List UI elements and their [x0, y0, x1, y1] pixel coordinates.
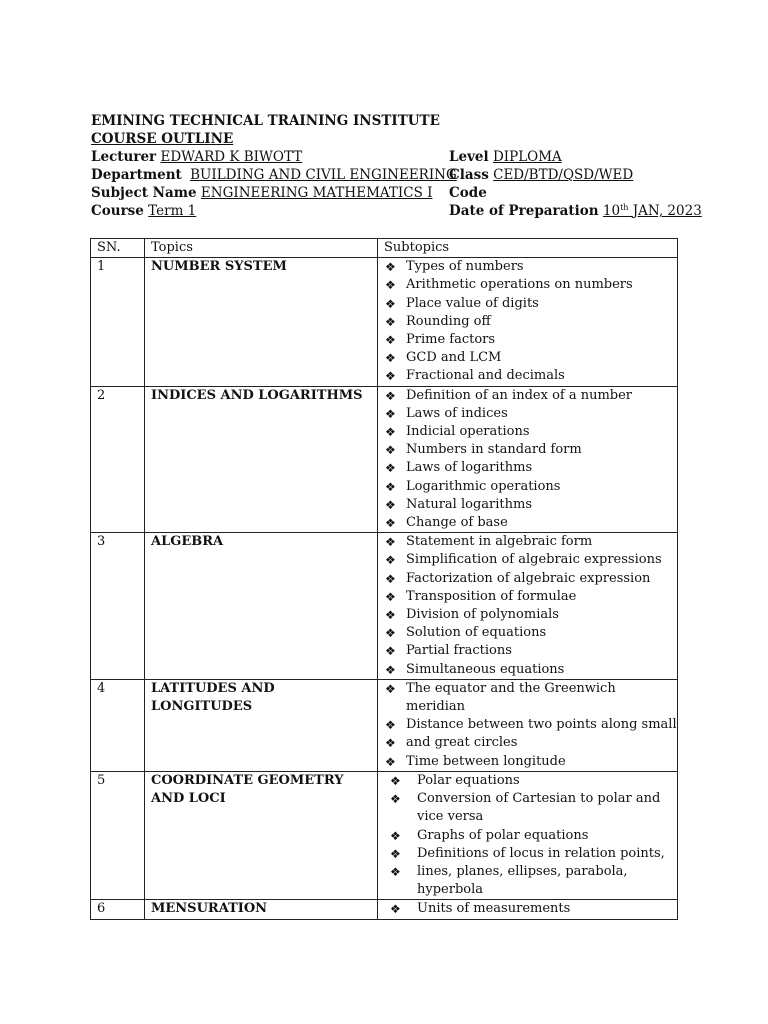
row-sn: 6 [91, 900, 145, 919]
subtopic-list [384, 258, 677, 385]
list-item [384, 496, 677, 514]
subtopic-text: and great circles [406, 735, 518, 751]
subtopic-text: lines, planes, ellipses, parabola, hyperbola [417, 863, 628, 898]
diamond-bullet-icon: ❖ [385, 388, 396, 403]
list-item [384, 680, 677, 716]
subtopic-text: Transposition of formulae [406, 588, 577, 604]
lecturer-value: EDWARD K BIWOTT [160, 149, 303, 165]
subtopic-text: Solution of equations [406, 625, 547, 641]
table-row [91, 258, 678, 386]
diamond-bullet-icon: ❖ [385, 736, 396, 751]
list-item [384, 423, 677, 441]
date-suffix: th [620, 203, 629, 212]
diamond-bullet-icon: ❖ [385, 461, 396, 476]
row-topic: COORDINATE GEOMETRY AND LOCI [145, 771, 378, 899]
list-item [384, 772, 677, 790]
subtopic-list [384, 680, 677, 771]
list-item [384, 827, 677, 845]
list-item [384, 845, 677, 863]
subtopic-text: Distance between two points along small [406, 717, 677, 733]
list-item [384, 478, 677, 496]
list-item [384, 533, 677, 551]
subtopic-text: Units of measurements [417, 901, 571, 917]
subtopic-text: Simultaneous equations [406, 661, 565, 677]
course-line [91, 202, 196, 220]
row-subtopics [378, 258, 678, 386]
subtopic-text: Definitions of locus in relation points, [417, 845, 665, 861]
level-line [449, 148, 562, 166]
course-outline-table [90, 238, 678, 920]
subtopic-text: Place value of digits [406, 295, 539, 311]
subject-line [91, 184, 432, 202]
table-row [91, 679, 678, 771]
subtopic-text: Fractional and decimals [406, 368, 565, 384]
course-label: Course [91, 203, 144, 219]
subtopic-text: Factorization of algebraic expression [406, 570, 651, 586]
row-topic: INDICES AND LOGARITHMS [145, 386, 378, 533]
list-item [384, 387, 677, 405]
diamond-bullet-icon: ❖ [385, 608, 396, 623]
subtopic-text: Division of polynomials [406, 607, 559, 623]
table-row [91, 386, 678, 533]
subtopic-text: Prime factors [406, 332, 496, 348]
list-item [384, 606, 677, 624]
list-item [384, 367, 677, 385]
list-item [384, 716, 677, 734]
date-label: Date of Preparation [449, 203, 599, 219]
subtopic-text: Types of numbers [406, 259, 524, 275]
subtopic-text: Laws of indices [406, 405, 508, 421]
table-row [91, 533, 678, 680]
subject-label: Subject Name [91, 185, 197, 201]
row-subtopics [378, 900, 678, 919]
level-label: Level [449, 149, 489, 165]
date-rest: JAN, 2023 [632, 203, 702, 219]
department-line [91, 166, 457, 184]
subtopic-text: Laws of logarithms [406, 460, 533, 476]
date-day: 10 [602, 203, 621, 219]
subtopic-text: Arithmetic operations on numbers [406, 277, 633, 293]
list-item [384, 734, 677, 752]
class-label: Class [449, 167, 489, 183]
row-subtopics [378, 771, 678, 899]
diamond-bullet-icon: ❖ [385, 369, 396, 384]
class-value: CED/BTD/QSD/WED [493, 167, 634, 183]
diamond-bullet-icon: ❖ [385, 662, 396, 677]
subtopic-list [384, 533, 677, 679]
list-item [384, 313, 677, 331]
list-item [384, 900, 677, 918]
diamond-bullet-icon: ❖ [385, 479, 396, 494]
diamond-bullet-icon: ❖ [390, 828, 401, 843]
list-item [384, 642, 677, 660]
date-value [603, 203, 702, 219]
table-body [91, 258, 678, 919]
class-line [449, 166, 633, 184]
subtopic-text: GCD and LCM [406, 350, 502, 366]
department-label: Department [91, 167, 182, 183]
list-item [384, 349, 677, 367]
subtopic-text: Conversion of Cartesian to polar and vice versa [417, 791, 661, 825]
list-item [384, 661, 677, 679]
header-topics: Topics [145, 239, 378, 258]
diamond-bullet-icon: ❖ [385, 425, 396, 440]
diamond-bullet-icon: ❖ [385, 589, 396, 604]
row-sn: 1 [91, 258, 145, 386]
level-value: DIPLOMA [492, 149, 562, 165]
subtopic-text: Indicial operations [406, 424, 530, 440]
row-topic: LATITUDES AND LONGITUDES [145, 679, 378, 771]
row-topic: ALGEBRA [145, 533, 378, 680]
doc-title: COURSE OUTLINE [91, 131, 234, 147]
subtopic-text: Numbers in standard form [406, 442, 582, 458]
diamond-bullet-icon: ❖ [385, 314, 396, 329]
subtopic-list [384, 772, 677, 899]
list-item [384, 441, 677, 459]
date-line [449, 202, 702, 220]
subtopic-text: The equator and the Greenwich meridian [406, 680, 616, 715]
row-sn: 4 [91, 679, 145, 771]
list-item [384, 588, 677, 606]
list-item [384, 790, 677, 826]
list-item [384, 258, 677, 276]
diamond-bullet-icon: ❖ [385, 333, 396, 348]
diamond-bullet-icon: ❖ [385, 406, 396, 421]
subtopic-text: Graphs of polar equations [417, 827, 589, 843]
row-sn: 3 [91, 533, 145, 680]
table-row [91, 900, 678, 919]
subtopic-text: Polar equations [417, 772, 520, 788]
list-item [384, 570, 677, 588]
subtopic-text: Rounding off [406, 313, 491, 329]
row-topic: NUMBER SYSTEM [145, 258, 378, 386]
diamond-bullet-icon: ❖ [385, 351, 396, 366]
diamond-bullet-icon: ❖ [385, 754, 396, 769]
diamond-bullet-icon: ❖ [385, 535, 396, 550]
diamond-bullet-icon: ❖ [385, 718, 396, 733]
subtopic-list [384, 900, 677, 918]
subtopic-text: Partial fractions [406, 643, 512, 659]
list-item [384, 863, 677, 899]
diamond-bullet-icon: ❖ [390, 902, 401, 917]
diamond-bullet-icon: ❖ [390, 773, 401, 788]
department-value: BUILDING AND CIVIL ENGINEERING [190, 167, 457, 183]
diamond-bullet-icon: ❖ [385, 443, 396, 458]
diamond-bullet-icon: ❖ [385, 296, 396, 311]
row-subtopics [378, 679, 678, 771]
subtopic-text: Logarithmic operations [406, 478, 561, 494]
diamond-bullet-icon: ❖ [385, 626, 396, 641]
diamond-bullet-icon: ❖ [385, 516, 396, 531]
diamond-bullet-icon: ❖ [390, 864, 401, 879]
diamond-bullet-icon: ❖ [385, 497, 396, 512]
list-item [384, 514, 677, 532]
diamond-bullet-icon: ❖ [385, 278, 396, 293]
diamond-bullet-icon: ❖ [385, 644, 396, 659]
subtopic-text: Simplification of algebraic expressions [406, 552, 662, 568]
subtopic-list [384, 387, 677, 533]
row-subtopics [378, 386, 678, 533]
row-subtopics [378, 533, 678, 680]
list-item [384, 753, 677, 771]
list-item [384, 551, 677, 569]
diamond-bullet-icon: ❖ [385, 571, 396, 586]
list-item [384, 459, 677, 477]
list-item [384, 624, 677, 642]
subtopic-text: Definition of an index of a number [406, 387, 633, 403]
row-topic: MENSURATION [145, 900, 378, 919]
subtopic-text: Statement in algebraic form [406, 534, 593, 550]
diamond-bullet-icon: ❖ [390, 846, 401, 861]
lecturer-label: Lecturer [91, 149, 157, 165]
course-value: Term 1 [148, 203, 197, 219]
table-header-row [91, 239, 678, 258]
subtopic-text: Change of base [406, 515, 508, 531]
lecturer-line [91, 148, 302, 166]
subtopic-text: Time between longitude [406, 753, 566, 769]
subtopic-text: Natural logarithms [406, 496, 533, 512]
diamond-bullet-icon: ❖ [385, 681, 396, 696]
institute-name: EMINING TECHNICAL TRAINING INSTITUTE [91, 113, 440, 129]
row-sn: 2 [91, 386, 145, 533]
diamond-bullet-icon: ❖ [390, 792, 401, 807]
row-sn: 5 [91, 771, 145, 899]
code-label: Code [449, 185, 487, 201]
header-subtopics: Subtopics [378, 239, 678, 258]
subject-value: ENGINEERING MATHEMATICS I [200, 185, 433, 201]
diamond-bullet-icon: ❖ [385, 260, 396, 275]
list-item [384, 331, 677, 349]
diamond-bullet-icon: ❖ [385, 553, 396, 568]
table-row [91, 771, 678, 899]
list-item [384, 405, 677, 423]
list-item [384, 295, 677, 313]
list-item [384, 276, 677, 294]
header-sn: SN. [91, 239, 145, 258]
